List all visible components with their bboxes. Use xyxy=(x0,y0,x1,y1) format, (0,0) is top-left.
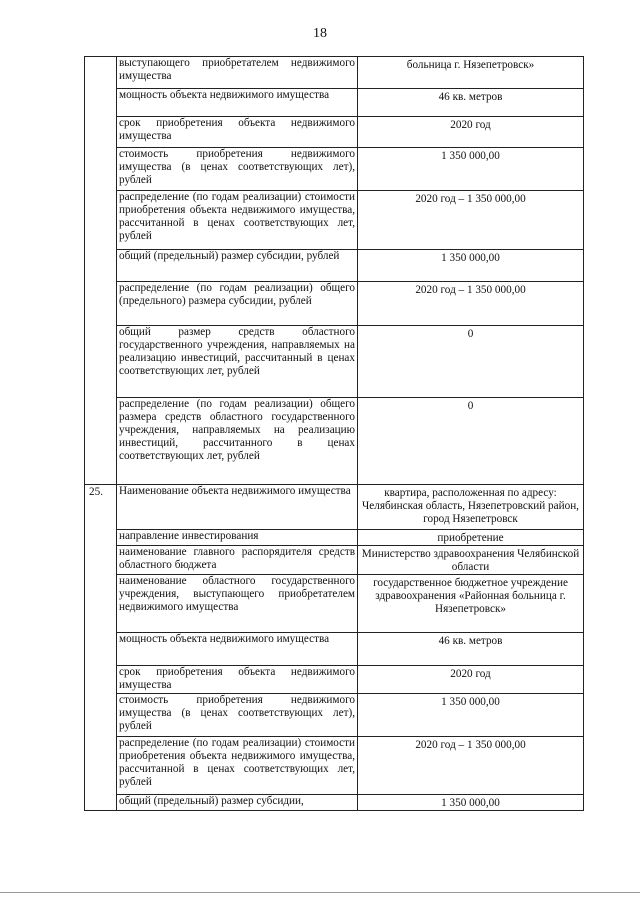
row-label: распределение (по годам реализации) стоимости приобретения объекта недвижимого имущества, рассчитанной в ценах соответствующих лет, рублей xyxy=(117,737,358,795)
row-label: мощность объекта недвижимого имущества xyxy=(117,89,358,117)
row-label: срок приобретения объекта недвижимого имущества xyxy=(117,666,358,694)
row-value: 2020 год xyxy=(358,117,584,148)
row-value: 0 xyxy=(358,398,584,485)
bottom-divider xyxy=(0,892,640,893)
row-label: распределение (по годам реализации) общего (предельного) размера субсидии, рублей xyxy=(117,282,358,326)
table-row xyxy=(85,530,584,546)
table-row xyxy=(85,191,584,250)
row-value: квартира, расположенная по адресу: Челябинская область, Нязепетровский район, город Нязепетровск xyxy=(358,485,584,530)
table-row xyxy=(85,666,584,694)
page-number: 18 xyxy=(313,26,327,41)
row-value: больница г. Нязепетровск» xyxy=(358,57,584,89)
row-value: 1 350 000,00 xyxy=(358,694,584,737)
row-value: 1 350 000,00 xyxy=(358,148,584,191)
row-value: Министерство здравоохранения Челябинской области xyxy=(358,546,584,575)
row-label: стоимость приобретения недвижимого имущества (в ценах соответствующих лет), рублей xyxy=(117,148,358,191)
row-value: 2020 год xyxy=(358,666,584,694)
table-row xyxy=(85,694,584,737)
table-row xyxy=(85,546,584,575)
row-label: общий размер средств областного государственного учреждения, направляемых на реализацию инвестиций, рассчитанный в ценах соответствующих лет, рублей xyxy=(117,326,358,398)
table-row xyxy=(85,326,584,398)
table-row xyxy=(85,89,584,117)
table-row xyxy=(85,250,584,282)
table-row xyxy=(85,282,584,326)
row-label: наименование главного распорядителя средств областного бюджета xyxy=(117,546,358,575)
investment-table xyxy=(84,56,584,811)
row-value: 2020 год – 1 350 000,00 xyxy=(358,737,584,795)
table-row xyxy=(85,633,584,666)
row-value: 2020 год – 1 350 000,00 xyxy=(358,282,584,326)
row-value: приобретение xyxy=(358,530,584,546)
table-row xyxy=(85,117,584,148)
row-number: 25. xyxy=(85,485,117,811)
row-label: выступающего приобретателем недвижимого имущества xyxy=(117,57,358,89)
row-value: 1 350 000,00 xyxy=(358,250,584,282)
row-label: срок приобретения объекта недвижимого имущества xyxy=(117,117,358,148)
table-row xyxy=(85,398,584,485)
table-row xyxy=(85,148,584,191)
row-value: 0 xyxy=(358,326,584,398)
row-label: общий (предельный) размер субсидии, xyxy=(117,795,358,811)
row-label: направление инвестирования xyxy=(117,530,358,546)
row-value: 46 кв. метров xyxy=(358,633,584,666)
table-row xyxy=(85,795,584,811)
row-value: 46 кв. метров xyxy=(358,89,584,117)
row-label: Наименование объекта недвижимого имущества xyxy=(117,485,358,530)
row-label: распределение (по годам реализации) стоимости приобретения объекта недвижимого имущества, рассчитанной в ценах соответствующих лет, рублей xyxy=(117,191,358,250)
row-label: распределение (по годам реализации) общего размера средств областного государственного учреждения, направляемых на реализацию инвестиций, рассчитанного в ценах соответствующих лет, рублей xyxy=(117,398,358,485)
row-label: мощность объекта недвижимого имущества xyxy=(117,633,358,666)
table-row xyxy=(85,57,584,89)
row-label: общий (предельный) размер субсидии, рублей xyxy=(117,250,358,282)
table-row xyxy=(85,737,584,795)
row-number xyxy=(85,57,117,485)
row-value: 1 350 000,00 xyxy=(358,795,584,811)
row-value: государственное бюджетное учреждение здравоохранения «Районная больница г. Нязепетровск» xyxy=(358,575,584,633)
table-row xyxy=(85,485,584,530)
row-label: стоимость приобретения недвижимого имущества (в ценах соответствующих лет), рублей xyxy=(117,694,358,737)
row-value: 2020 год – 1 350 000,00 xyxy=(358,191,584,250)
row-label: наименование областного государственного учреждения, выступающего приобретателем недвижимого имущества xyxy=(117,575,358,633)
table-row xyxy=(85,575,584,633)
